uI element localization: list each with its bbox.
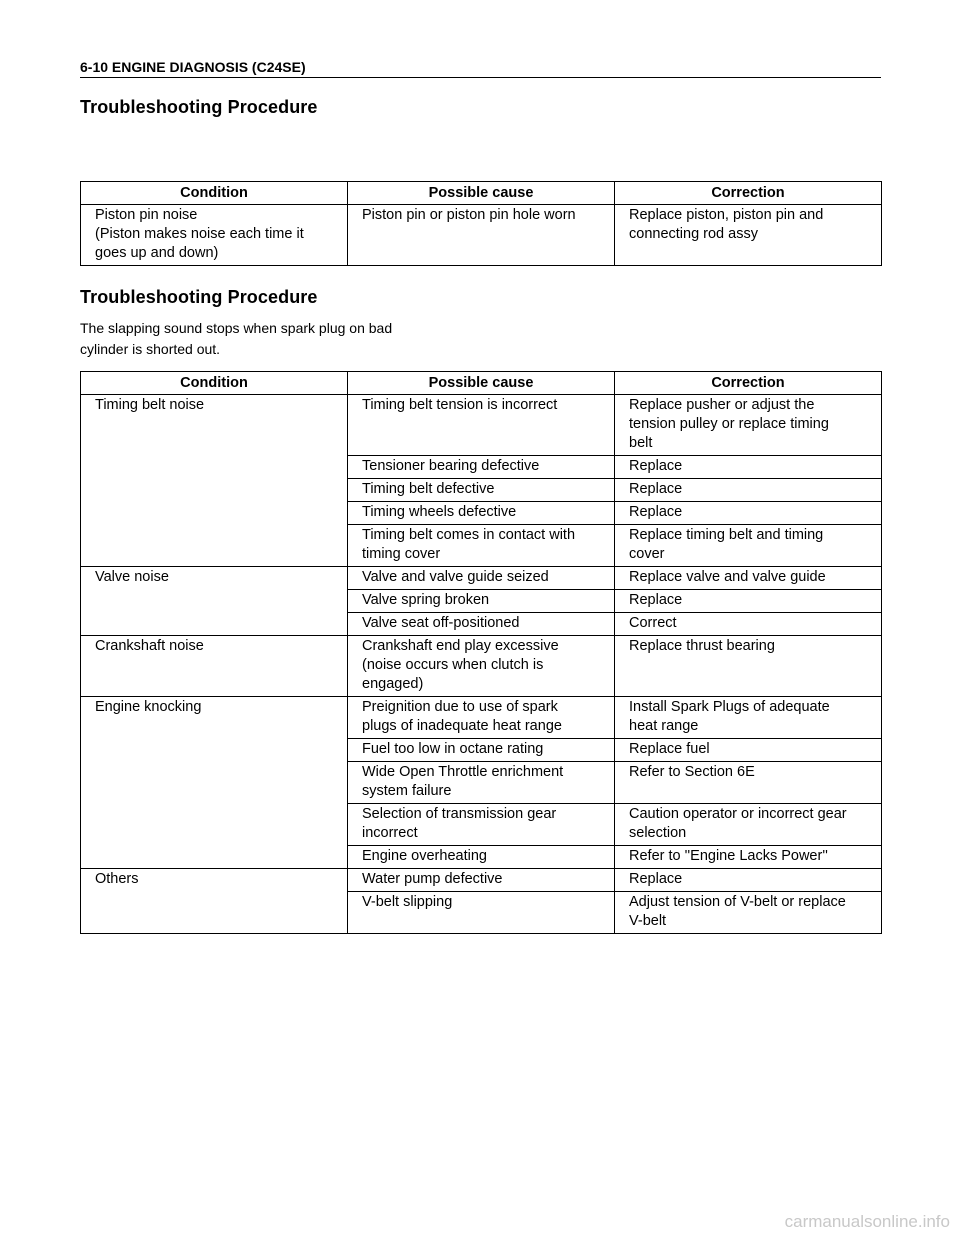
correction-cell	[615, 869, 882, 892]
correction-line: heat range	[629, 718, 699, 734]
correction-line: tension pulley or replace timing	[629, 416, 829, 432]
page-header: 6-10 ENGINE DIAGNOSIS (C24SE)	[80, 58, 881, 78]
correction-cell	[615, 590, 882, 613]
correction-cell	[615, 502, 882, 525]
correction-line: Replace valve and valve guide	[629, 569, 826, 585]
correction-line: Replace	[629, 504, 683, 520]
condition-cell	[81, 697, 348, 869]
correction-line: Refer to ''Engine Lacks Power''	[629, 848, 828, 864]
cause-cell	[348, 479, 615, 502]
correction-line: Correct	[629, 615, 677, 631]
table-header-row	[81, 182, 882, 205]
correction-cell	[615, 205, 882, 266]
condition-line: Others	[95, 871, 139, 887]
cause-line: Timing belt tension is incorrect	[362, 397, 558, 413]
correction-line: Adjust tension of V-belt or replace	[629, 894, 846, 910]
column-header-condition: Condition	[81, 182, 348, 205]
condition-line: Engine knocking	[95, 699, 202, 715]
correction-cell	[615, 739, 882, 762]
column-header-correction: Correction	[615, 372, 882, 395]
cause-cell	[348, 590, 615, 613]
condition-line: Piston pin noise	[95, 207, 198, 223]
column-header-correction: Correction	[615, 182, 882, 205]
cause-line: Preignition due to use of spark	[362, 699, 558, 715]
cause-line: timing cover	[362, 546, 441, 562]
cause-cell	[348, 762, 615, 804]
cause-line: Timing wheels defective	[362, 504, 517, 520]
cause-line: Timing belt comes in contact with	[362, 527, 576, 543]
intro-line: The slapping sound stops when spark plug on bad	[80, 320, 393, 336]
cause-cell	[348, 525, 615, 567]
column-header-cause: Possible cause	[348, 372, 615, 395]
correction-line: Caution operator or incorrect gear	[629, 806, 847, 822]
correction-cell	[615, 804, 882, 846]
correction-cell	[615, 567, 882, 590]
correction-line: Replace fuel	[629, 741, 710, 757]
table-row	[81, 567, 882, 590]
table-row	[81, 636, 882, 697]
cause-line: Engine overheating	[362, 848, 487, 864]
cause-cell	[348, 502, 615, 525]
table-row	[81, 869, 882, 892]
correction-line: Replace	[629, 592, 683, 608]
cause-cell	[348, 869, 615, 892]
cause-line: Valve and valve guide seized	[362, 569, 549, 585]
correction-line: Install Spark Plugs of adequate	[629, 699, 830, 715]
condition-line: Valve noise	[95, 569, 169, 585]
cause-line: Crankshaft end play excessive	[362, 638, 559, 654]
cause-line: Piston pin or piston pin hole worn	[362, 207, 576, 223]
table-row	[81, 205, 882, 266]
condition-line: (Piston makes noise each time it	[95, 226, 304, 242]
cause-line: Selection of transmission gear	[362, 806, 557, 822]
cause-cell	[348, 395, 615, 456]
condition-cell	[81, 567, 348, 636]
section-title-2: Troubleshooting Procedure	[80, 287, 318, 307]
intro-text	[80, 318, 392, 360]
condition-line: goes up and down)	[95, 245, 219, 261]
cause-cell	[348, 567, 615, 590]
cause-line: V-belt slipping	[362, 894, 453, 910]
condition-cell	[81, 869, 348, 934]
diagnosis-table-1	[80, 181, 882, 266]
correction-cell	[615, 456, 882, 479]
cause-line: system failure	[362, 783, 452, 799]
condition-cell	[81, 636, 348, 697]
cause-cell	[348, 739, 615, 762]
correction-cell	[615, 636, 882, 697]
cause-cell	[348, 636, 615, 697]
cause-line: Wide Open Throttle enrichment	[362, 764, 564, 780]
correction-line: cover	[629, 546, 665, 562]
cause-cell	[348, 205, 615, 266]
correction-line: Replace thrust bearing	[629, 638, 775, 654]
cause-cell	[348, 892, 615, 934]
cause-line: Water pump defective	[362, 871, 503, 887]
section-title-1: Troubleshooting Procedure	[80, 97, 318, 117]
condition-line: Timing belt noise	[95, 397, 205, 413]
cause-cell	[348, 456, 615, 479]
correction-cell	[615, 479, 882, 502]
condition-line: Crankshaft noise	[95, 638, 204, 654]
cause-line: (noise occurs when clutch is	[362, 657, 544, 673]
table-row	[81, 697, 882, 739]
cause-cell	[348, 697, 615, 739]
correction-line: connecting rod assy	[629, 226, 758, 242]
table-header-row	[81, 372, 882, 395]
condition-cell	[81, 205, 348, 266]
correction-line: Replace	[629, 871, 683, 887]
correction-line: Refer to Section 6E	[629, 764, 755, 780]
cause-line: incorrect	[362, 825, 418, 841]
correction-line: Replace piston, piston pin and	[629, 207, 824, 223]
correction-line: Replace timing belt and timing	[629, 527, 824, 543]
cause-cell	[348, 613, 615, 636]
column-header-condition: Condition	[81, 372, 348, 395]
cause-cell	[348, 804, 615, 846]
column-header-cause: Possible cause	[348, 182, 615, 205]
cause-line: Timing belt defective	[362, 481, 495, 497]
correction-line: belt	[629, 435, 653, 451]
correction-cell	[615, 846, 882, 869]
correction-line: Replace	[629, 481, 683, 497]
cause-cell	[348, 846, 615, 869]
table-row	[81, 395, 882, 456]
correction-line: Replace	[629, 458, 683, 474]
correction-cell	[615, 395, 882, 456]
correction-line: Replace pusher or adjust the	[629, 397, 815, 413]
correction-cell	[615, 525, 882, 567]
correction-cell	[615, 892, 882, 934]
condition-cell	[81, 395, 348, 567]
diagnosis-table-2	[80, 371, 882, 934]
cause-line: plugs of inadequate heat range	[362, 718, 562, 734]
correction-cell	[615, 613, 882, 636]
correction-cell	[615, 762, 882, 804]
cause-line: Valve spring broken	[362, 592, 490, 608]
intro-line: cylinder is shorted out.	[80, 341, 221, 357]
correction-line: selection	[629, 825, 687, 841]
correction-line: V-belt	[629, 913, 667, 929]
watermark: carmanualsonline.info	[784, 1212, 950, 1231]
cause-line: Valve seat off-positioned	[362, 615, 520, 631]
cause-line: engaged)	[362, 676, 424, 692]
cause-line: Tensioner bearing defective	[362, 458, 540, 474]
correction-cell	[615, 697, 882, 739]
cause-line: Fuel too low in octane rating	[362, 741, 544, 757]
